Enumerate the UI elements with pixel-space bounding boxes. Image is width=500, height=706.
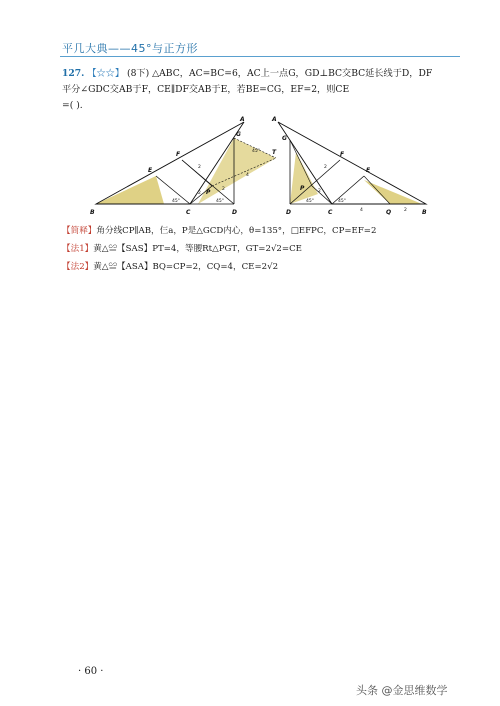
left-label-a: A xyxy=(240,116,245,123)
difficulty-stars: 【☆☆】 xyxy=(87,68,125,79)
problem-source: (8下) xyxy=(126,68,150,79)
right-label-a: A xyxy=(272,116,277,123)
right-number-3: 2 xyxy=(404,208,407,213)
page-header-title: 平几大典——45°与正方形 xyxy=(62,42,198,55)
right-label-c: C xyxy=(328,209,333,216)
right-shaded-triangle-2 xyxy=(364,180,422,204)
left-number-4: 2 xyxy=(222,187,225,192)
right-label-q: Q xyxy=(386,209,392,216)
solution-method-1 xyxy=(62,242,462,256)
figure-left xyxy=(90,116,277,216)
solution-method-2 xyxy=(62,260,462,274)
problem-text-3: =( ). xyxy=(62,100,83,111)
method-1-tag: 【法1】 xyxy=(62,244,94,254)
problem-line-1 xyxy=(62,66,462,82)
solution-brief xyxy=(62,224,462,238)
right-angle-2: 45° xyxy=(306,199,314,204)
brief-text: 角分线CP∥AB，仨a，P是△GCD内心，θ=135°，□EFPC，CP=EF=2 xyxy=(96,226,377,236)
right-segment-ce xyxy=(332,176,364,204)
left-segment-pf xyxy=(182,160,212,186)
figure-right xyxy=(271,116,427,216)
brief-tag: 【简释】 xyxy=(62,226,97,236)
right-label-f: F xyxy=(340,151,345,158)
left-label-e: E xyxy=(148,167,153,174)
problem-number: 127. xyxy=(62,68,85,79)
left-label-p: P xyxy=(206,189,211,196)
right-shaded-triangle-1 xyxy=(290,152,318,204)
problem-text-1: △ABC，AC=BC=6，AC上一点G，GD⊥BC交BC延长线于D，DF xyxy=(152,68,433,79)
header-divider xyxy=(60,56,460,57)
left-label-t: T xyxy=(272,149,277,156)
method-2-text: 黄△≌【ASA】BQ=CP=2，CQ=4，CE=2√2 xyxy=(93,262,279,272)
left-label-d: D xyxy=(232,209,237,216)
watermark: 头条 @金思维数学 xyxy=(356,684,448,697)
method-1-text: 黄△≌【SAS】PT=4，等腰Rt△PGT，GT=2√2=CE xyxy=(93,244,302,254)
left-number-1: 2 xyxy=(198,165,201,170)
left-angle-2: 45° xyxy=(216,199,224,204)
right-number-4: 2 xyxy=(318,189,321,194)
right-label-e: E xyxy=(366,167,371,174)
left-label-g: G xyxy=(236,131,241,138)
left-angle-3: 45° xyxy=(252,149,260,154)
right-label-p: P xyxy=(300,185,305,192)
geometry-figures xyxy=(86,114,446,220)
problem-statement xyxy=(62,66,462,114)
right-label-b: B xyxy=(422,209,427,216)
left-label-c: C xyxy=(186,209,191,216)
left-number-2: 4 xyxy=(246,173,249,178)
problem-text-2: 平分∠GDC交AB于F，CE∥DF交AB于E，若BE=CG，EF=2，则CE xyxy=(62,84,350,95)
right-label-g: G xyxy=(282,135,287,142)
right-number-1: 2 xyxy=(324,165,327,170)
left-angle-1: 45° xyxy=(172,199,180,204)
left-label-f: F xyxy=(176,151,181,158)
right-number-2: 4 xyxy=(360,208,363,213)
left-shaded-triangle-1 xyxy=(96,176,164,204)
left-label-b: B xyxy=(90,209,95,216)
method-2-tag: 【法2】 xyxy=(62,262,94,272)
left-number-3: 2 xyxy=(198,191,201,196)
page-number: · 60 · xyxy=(78,666,104,677)
right-angle-1: 45° xyxy=(338,199,346,204)
right-label-d: D xyxy=(286,209,291,216)
